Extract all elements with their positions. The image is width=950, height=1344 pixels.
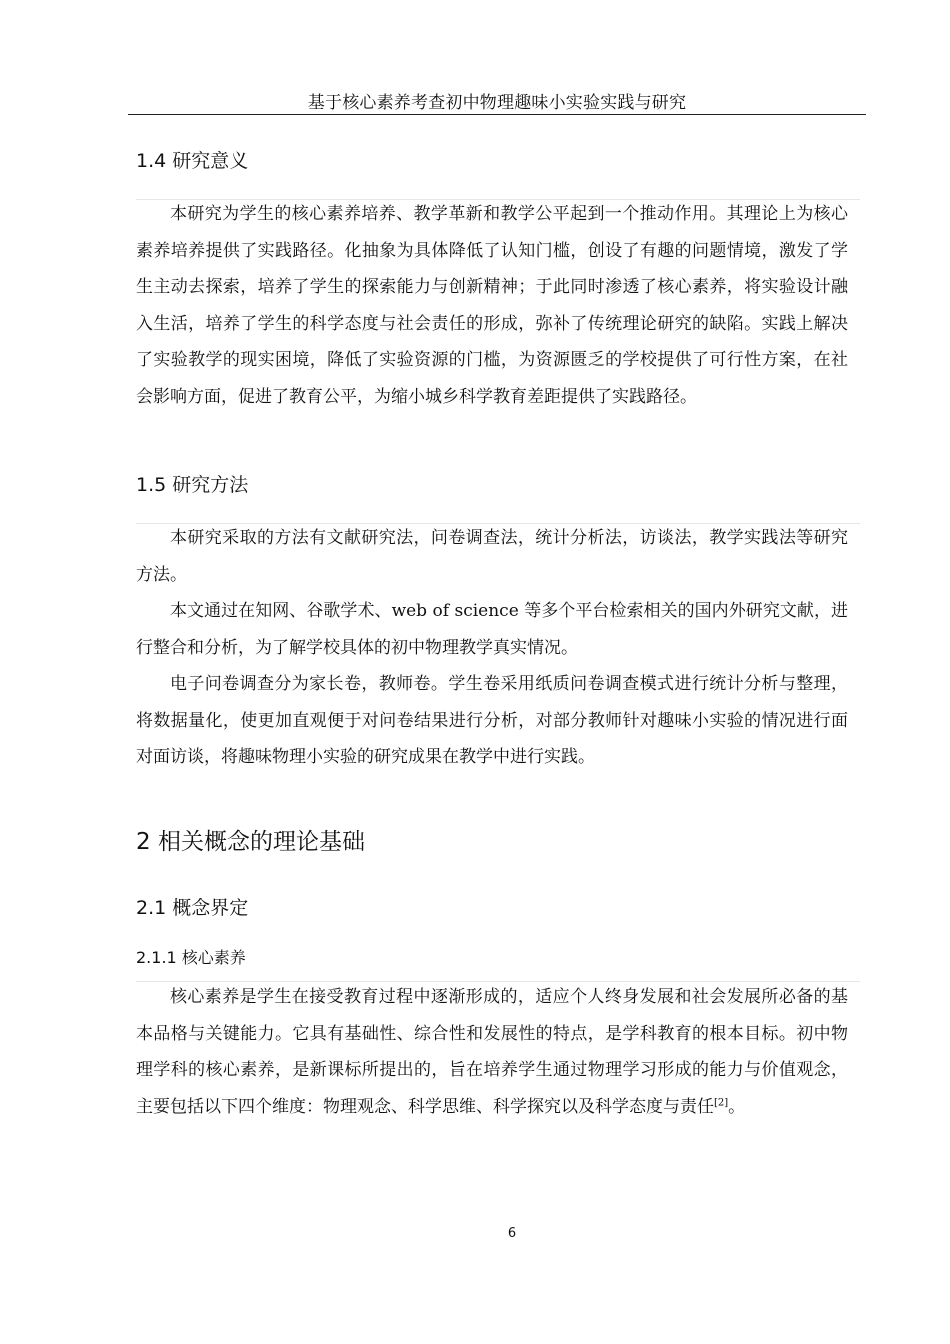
- subsection-heading-2-1-1: 2.1.1 核心素养: [136, 948, 246, 967]
- section-heading-1-4: 1.4 研究意义: [136, 150, 249, 172]
- header-rule: [128, 114, 866, 115]
- citation-reference[interactable]: [2]: [714, 1096, 729, 1108]
- paragraph-research-significance: 本研究为学生的核心素养培养、教学革新和教学公平起到一个推动作用。其理论上为核心素养培养提供了实践路径。化抽象为具体降低了认知门槛，创设了有趣的问题情境，激发了学生主动去探索，培养了学生的探索能力与创新精神；于此同时渗透了核心素养，将实验设计融入生活，培养了学生的科学态度与社会责任的形成，弥补了传统理论研究的缺陷。实践上解决了实验教学的现实困境，降低了实验资源的门槛，为资源匮乏的学校提供了可行性方案，在社会影响方面，促进了教育公平，为缩小城乡科学教育差距提供了实践路径。: [136, 204, 848, 407]
- section-heading-2-1: 2.1 概念界定: [136, 897, 249, 919]
- paragraph-core-literacy: [136, 979, 848, 1125]
- paragraph-survey-method: 电子问卷调查分为家长卷，教师卷。学生卷采用纸质问卷调查模式进行统计分析与整理，将数据量化，使更加直观便于对问卷结果进行分析，对部分教师针对趣味小实验的情况进行面对面访谈，将趣味物理小实验的研究成果在教学中进行实践。: [136, 674, 848, 767]
- paragraph-text: 核心素养是学生在接受教育过程中逐渐形成的，适应个人终身发展和社会发展所必备的基本品格与关键能力。它具有基础性、综合性和发展性的特点，是学科教育的根本目标。初中物理学科的核心素养，是新课标所提出的，旨在培养学生通过物理学习形成的能力与价值观念，主要包括以下四个维度：物理观念、科学思维、科学探究以及科学态度与责任: [136, 987, 848, 1117]
- paragraph-methods-overview: 本研究采取的方法有文献研究法，问卷调查法，统计分析法，访谈法，教学实践法等研究方法。: [136, 528, 848, 585]
- chapter-heading-2: 2 相关概念的理论基础: [136, 829, 365, 855]
- section-heading-1-5: 1.5 研究方法: [136, 474, 249, 496]
- page-number: 6: [507, 1226, 517, 1241]
- running-header: 基于核心素养考查初中物理趣味小实验实践与研究: [307, 93, 687, 113]
- paragraph-literature-method: 本文通过在知网、谷歌学术、web of science 等多个平台检索相关的国内外研究文献，进行整合和分析，为了解学校具体的初中物理教学真实情况。: [136, 601, 848, 658]
- paragraph-end: 。: [728, 1096, 746, 1117]
